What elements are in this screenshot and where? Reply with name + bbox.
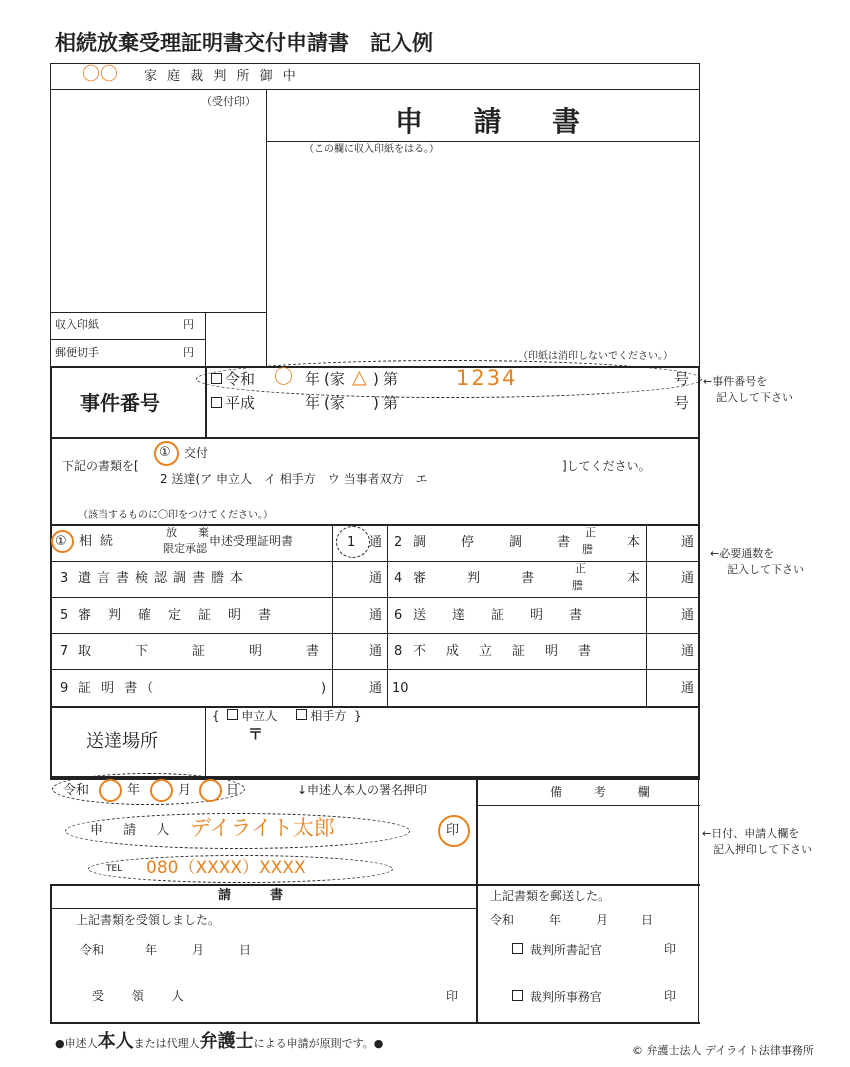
case-family-mark: △ bbox=[352, 366, 367, 388]
doc3-number: 3 bbox=[60, 571, 69, 586]
doc10-number: 10 bbox=[392, 681, 409, 696]
doc7-number: 7 bbox=[60, 644, 69, 659]
form-title: 相続放棄受理証明書交付申請書 記入例 bbox=[55, 31, 433, 55]
doc3-name: 遺言書検認調書謄本 bbox=[78, 571, 250, 586]
clerk2-seal: 印 bbox=[664, 989, 677, 1003]
mail-month: 月 bbox=[596, 913, 609, 927]
case-family-label: (家 bbox=[324, 370, 345, 388]
doc7-unit: 通 bbox=[369, 644, 383, 659]
doc2-number: 2 bbox=[394, 535, 403, 550]
option1-number: ① bbox=[159, 445, 171, 460]
doc9-name: 証 明 書（ bbox=[78, 681, 157, 696]
doc1-unit: 通 bbox=[369, 535, 383, 550]
doc4-sub-bottom: 謄 bbox=[572, 579, 583, 592]
doc6-unit: 通 bbox=[681, 608, 695, 623]
receipt-received-text: 上記書類を受領しました。 bbox=[76, 913, 221, 927]
doc5-unit: 通 bbox=[369, 608, 383, 623]
side-note-date-1: ←日付、申請人欄を bbox=[702, 827, 800, 840]
case-reiwa-row: 令和 bbox=[211, 372, 255, 387]
request-note: （該当するものに〇印をつけてください。） bbox=[78, 510, 273, 521]
doc4-sub-top: 正 bbox=[575, 562, 586, 575]
doc6-name: 送達証明書 bbox=[413, 608, 609, 623]
tel-value: 080（XXXX）XXXX bbox=[146, 858, 306, 878]
delivery-petitioner-checkbox[interactable] bbox=[227, 709, 238, 720]
case-year-circle: 〇 bbox=[274, 366, 294, 388]
receipt-year: 年 bbox=[145, 943, 158, 957]
stamp-note: （この欄に収入印紙をはる。） bbox=[304, 144, 439, 155]
postage-unit: 円 bbox=[183, 346, 194, 359]
doc1-sub-top: 放 棄 bbox=[166, 526, 214, 539]
doc2-name: 調 停 調 書 bbox=[413, 535, 582, 550]
footer-note: ●申述人本人または代理人弁護士による申請が原則です。● bbox=[55, 1031, 384, 1052]
side-note-count-2: 記入して下さい bbox=[727, 563, 804, 576]
receipt-stamp-label: （受付印） bbox=[201, 95, 256, 108]
mail-mailed-text: 上記書類を郵送した。 bbox=[490, 889, 611, 903]
doc4-unit: 通 bbox=[681, 571, 695, 586]
clerk2-row: 裁判所事務官 bbox=[512, 990, 602, 1003]
delivery-label: 送達場所 bbox=[86, 731, 158, 752]
doc1-tail: 申述受理証明書 bbox=[209, 534, 294, 548]
case-number-label: 事件番号 bbox=[80, 391, 160, 415]
receipt-title: 請 書 bbox=[218, 888, 284, 903]
date-month: 月 bbox=[178, 783, 192, 798]
mail-year: 年 bbox=[549, 913, 562, 927]
side-note-case-1: ←事件番号を bbox=[703, 375, 768, 388]
doc1-sub-bottom: 限定承認 bbox=[163, 542, 207, 555]
clerk2-checkbox[interactable] bbox=[512, 990, 523, 1001]
side-note-count-1: ←必要通数を bbox=[710, 547, 775, 560]
request-prefix: 下記の書類を[ bbox=[62, 459, 139, 473]
case-dashed-ellipse bbox=[196, 360, 702, 398]
case-family-label-2: (家 bbox=[324, 394, 345, 412]
case-year-label: 年 bbox=[305, 370, 321, 388]
receiver-seal: 印 bbox=[446, 989, 459, 1003]
heisei-checkbox[interactable] bbox=[211, 397, 222, 408]
mail-day: 日 bbox=[641, 913, 654, 927]
clerk1-row: 裁判所書記官 bbox=[512, 943, 602, 956]
doc9-number: 9 bbox=[60, 681, 69, 696]
doc7-name: 取下証明書 bbox=[78, 644, 364, 659]
tel-label: TEL bbox=[106, 864, 123, 874]
doc8-unit: 通 bbox=[681, 644, 695, 659]
revenue-stamp-unit: 円 bbox=[183, 318, 194, 331]
date-day: 日 bbox=[226, 783, 240, 798]
postal-mark: 〒 bbox=[248, 725, 264, 743]
option2-label: 2 送達(ア 申立人 イ 相手方 ウ 当事者双方 エ bbox=[160, 472, 428, 486]
clerk1-seal: 印 bbox=[664, 942, 677, 956]
postage-label: 郵便切手 bbox=[55, 346, 99, 359]
request-suffix: ]してください。 bbox=[562, 459, 651, 473]
doc2-unit: 通 bbox=[681, 535, 695, 550]
case-dai-label: 第 bbox=[383, 370, 399, 388]
doc6-number: 6 bbox=[394, 608, 403, 623]
applicant-seal: 印 bbox=[446, 823, 460, 838]
doc9-close: ) bbox=[321, 681, 327, 696]
receipt-era: 令和 bbox=[80, 943, 105, 957]
date-year: 年 bbox=[127, 783, 141, 798]
date-month-ring bbox=[150, 779, 173, 802]
case-go-label: 号 bbox=[674, 370, 690, 388]
clerk1-checkbox[interactable] bbox=[512, 943, 523, 954]
doc1-name: 相続 bbox=[79, 534, 122, 549]
case-heisei-row: 平成 bbox=[211, 396, 255, 411]
doc9-unit: 通 bbox=[369, 681, 383, 696]
date-year-ring bbox=[99, 779, 122, 802]
form-heading: 申 請 書 bbox=[395, 105, 580, 138]
case-family-close-2: ) bbox=[373, 394, 379, 412]
doc2-tail: 本 bbox=[627, 535, 641, 550]
doc2-sub-top: 正 bbox=[585, 526, 596, 539]
applicant-label: 申 請 人 bbox=[90, 823, 178, 838]
doc1-count: 1 bbox=[347, 535, 356, 550]
remarks-label: 備 考 欄 bbox=[550, 785, 664, 799]
side-note-date-2: 記入押印して下さい bbox=[713, 843, 812, 856]
case-dai-label-2: 第 bbox=[383, 394, 399, 412]
signature-note: ↓申述人本人の署名押印 bbox=[297, 783, 428, 797]
court-circles: 〇〇 bbox=[82, 64, 118, 85]
no-cancel-note: （印紙は消印しないでください。） bbox=[518, 351, 673, 362]
doc5-name: 審判確定証明書 bbox=[78, 608, 289, 623]
revenue-stamp-label: 収入印紙 bbox=[55, 318, 99, 331]
mail-era: 令和 bbox=[490, 913, 515, 927]
copyright: © 弁護士法人 デイライト法律事務所 bbox=[632, 1044, 814, 1057]
doc4-name: 審 判 書 bbox=[413, 571, 549, 586]
receiver-label: 受 領 人 bbox=[92, 989, 196, 1003]
date-day-ring bbox=[199, 779, 222, 802]
case-family-close: ) bbox=[373, 370, 379, 388]
doc4-tail: 本 bbox=[627, 571, 641, 586]
doc8-number: 8 bbox=[394, 644, 403, 659]
side-note-case-2: 記入して下さい bbox=[716, 391, 793, 404]
receipt-day: 日 bbox=[239, 943, 252, 957]
doc4-number: 4 bbox=[394, 571, 403, 586]
doc10-unit: 通 bbox=[681, 681, 695, 696]
doc8-name: 不成立証明書 bbox=[413, 644, 612, 659]
case-number-value: 1234 bbox=[456, 366, 518, 390]
delivery-options: { 申立人 相手方 } bbox=[212, 709, 362, 723]
applicant-name: デイライト太郎 bbox=[190, 816, 335, 840]
doc3-unit: 通 bbox=[369, 571, 383, 586]
court-name: 家 庭 裁 判 所 御 中 bbox=[144, 69, 299, 84]
case-go-label-2: 号 bbox=[674, 394, 690, 412]
doc1-number: ① bbox=[55, 534, 67, 549]
doc2-sub-bottom: 謄 bbox=[582, 543, 593, 556]
header-box bbox=[50, 63, 700, 368]
doc5-number: 5 bbox=[60, 608, 69, 623]
option1-label: 交付 bbox=[184, 446, 209, 460]
date-era: 令和 bbox=[63, 783, 90, 798]
receipt-month: 月 bbox=[192, 943, 205, 957]
case-year-label-2: 年 bbox=[305, 394, 321, 412]
delivery-opponent-checkbox[interactable] bbox=[296, 709, 307, 720]
